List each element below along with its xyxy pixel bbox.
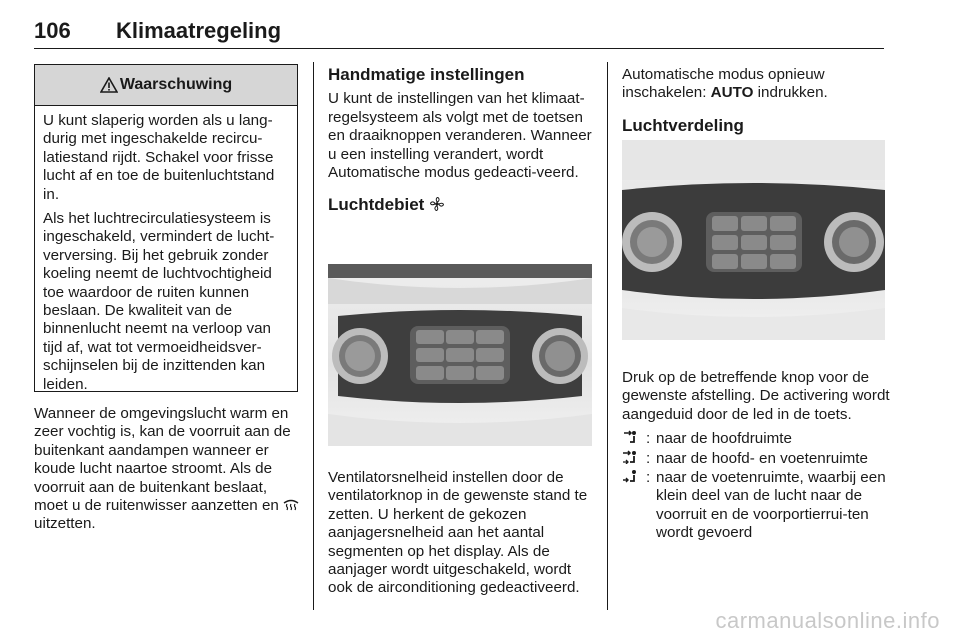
section-heading: Handmatige instellingen	[328, 65, 525, 84]
defrost-icon	[283, 498, 299, 511]
column-2	[328, 66, 594, 215]
list-item-text: naar de hoofdruimte	[656, 430, 792, 448]
subsection-heading	[328, 196, 594, 214]
paragraph: Druk op de betreffende knop voor de gewenste afstelling. De activering wordt aangeduid door de led in de toets.	[622, 369, 890, 423]
air-distribution-list	[622, 430, 890, 542]
list-item: : naar de hoofdruimte	[622, 430, 890, 449]
page-header	[34, 18, 281, 44]
warning-box	[34, 64, 298, 392]
paragraph-text: uitzetten.	[34, 515, 96, 533]
paragraph	[34, 405, 300, 534]
column-divider	[313, 62, 314, 610]
paragraph	[622, 66, 890, 103]
auto-key-label: AUTO	[710, 84, 754, 102]
subsection-heading-text: Luchtdebiet	[328, 195, 425, 215]
paragraph-text: Wanneer de omgevingslucht warm en zeer vochtig is, kan de voorruit aan de buitenkant aandampen wanneer er koude lucht naartoe stroomt. Als de voorruit aan de buitenkant beslaat, moet u de ruitenwisser aanzetten en	[34, 405, 291, 515]
climate-control-image	[328, 264, 592, 446]
watermark: carmanualsonline.info	[715, 608, 940, 633]
column-divider	[607, 62, 608, 610]
air-distribution-panel-illustration	[622, 140, 885, 340]
airflow-head-icon	[622, 430, 638, 444]
header-rule	[34, 48, 884, 49]
air-distribution-image	[622, 140, 885, 340]
warning-triangle-icon	[100, 77, 118, 93]
warning-header	[35, 65, 297, 106]
column-2-body	[328, 469, 594, 598]
warning-paragraph: U kunt slaperig worden als u lang-durig met ingeschakelde recircu-latiestand rijdt. Schakel voor frisse lucht af en toe de buitenluchtstand in.	[43, 112, 275, 203]
column-3-body	[622, 369, 890, 543]
warning-paragraph: Als het luchtrecirculatiesysteem is ingeschakeld, vermindert de lucht-verversing. Bij het gebruik zonder koeling neemt de luchtvochtigheid toe waardoor de ruiten kunnen beslaan. De kwaliteit van de binnenlucht neemt na verloop van tijd af, wat tot vermoeidheidsver-schijnselen bij de inzittenden kan leiden.	[43, 210, 275, 393]
paragraph: Ventilatorsnelheid instellen door de ventilatorknop in de gewenste stand te zetten. U herkent de gekozen aanjagersnelheid aan het aantal segmenten op het display. Als de aanjager wordt uitgeschakeld, wordt ook de airconditioning gedeactiveerd.	[328, 469, 588, 597]
warning-title: Waarschuwing	[119, 76, 233, 93]
list-item-text: naar de hoofd- en voetenruimte	[656, 449, 868, 467]
paragraph-text: indrukken.	[757, 84, 828, 102]
climate-control-panel-illustration	[328, 264, 592, 446]
page-number: 106	[34, 18, 71, 43]
airflow-feet-icon	[622, 469, 638, 483]
column-3	[622, 66, 890, 135]
page-title: Klimaatregeling	[116, 18, 282, 43]
section-heading: Luchtverdeling	[622, 115, 744, 135]
list-item: : naar de hoofd- en voetenruimte	[622, 450, 890, 469]
airflow-head-feet-icon	[622, 450, 640, 464]
paragraph: U kunt de instellingen van het klimaat-regelsysteem als volgt met de toetsen en draaiknoppen veranderen. Wanneer u een instelling verandert, wordt Automatische modus gedeacti-veerd.	[328, 90, 592, 182]
fan-icon	[429, 196, 445, 212]
list-item-text: naar de voetenruimte, waarbij een klein deel van de lucht naar de voorruit en de voorportierrui-ten wordt gevoerd	[656, 469, 886, 542]
paragraph-text: Automatische modus opnieuw inschakelen:	[622, 66, 825, 102]
list-item: : naar de voetenruimte, waarbij een klein deel van de lucht naar de voorruit en de voorportierrui-ten wordt gevoerd	[622, 469, 890, 543]
column-1-text	[34, 405, 300, 534]
